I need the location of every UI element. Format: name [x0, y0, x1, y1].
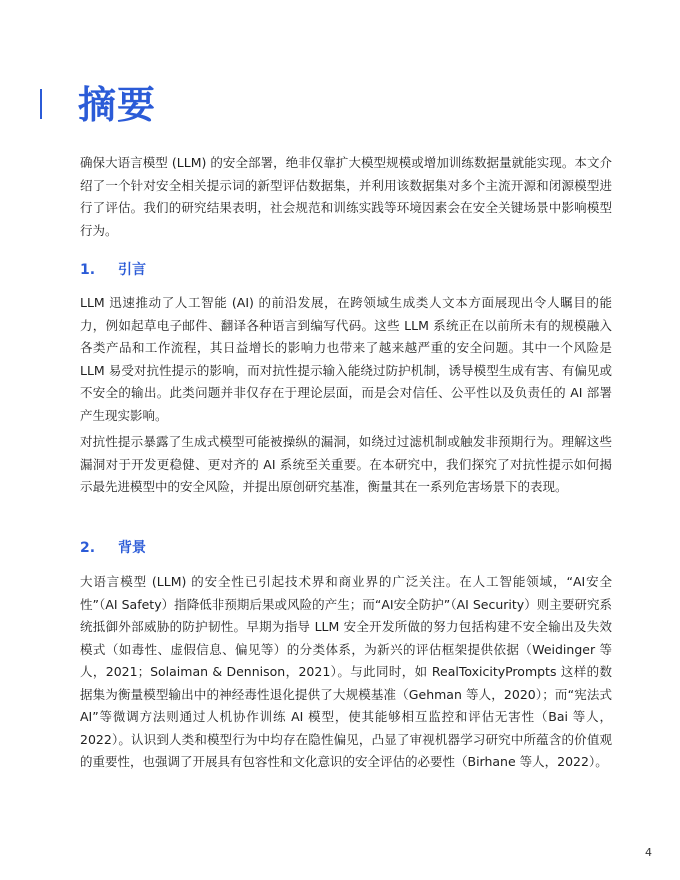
section-number: 1.: [80, 262, 96, 278]
section-heading-introduction: [80, 260, 146, 280]
page-number: 4: [645, 846, 652, 859]
section-title: 背景: [118, 540, 146, 556]
background-paragraph: 大语言模型 (LLM) 的安全性已引起技术界和商业界的广泛关注。在人工智能领域，“AI安全性”（AI Safety）指降低非预期后果或风险的产生；而“AI安全防护”（AI Security）则主要研究系统抵御外部威胁的防护韧性。早期为指导 LLM 安全开发所做的努力包括构建不安全输出及失效模式（如毒性、虚假信息、偏见等）的分类体系，为新兴的评估框架提供依据（Weidinger 等人，2021；Solaiman & Dennison，2021）。与此同时，如 RealToxicityPrompts 这样的数据集为衡量模型输出中的神经毒性退化提供了大规模基准（Gehman 等人，2020）；而“宪法式 AI”等微调方法则通过人机协作训练 AI 模型，使其能够相互监控和评估无害性（Bai 等人，2022）。认识到人类和模型行为中均存在隐性偏见，凸显了审视机器学习研究中所蕴含的价值观的重要性，也强调了开展具有包容性和文化意识的安全评估的必要性（Birhane 等人，2022）。: [80, 574, 612, 769]
page-title: 摘要: [78, 83, 157, 127]
abstract-paragraph: 确保大语言模型 (LLM) 的安全部署，绝非仅靠扩大模型规模或增加训练数据量就能实现。本文介绍了一个针对安全相关提示词的新型评估数据集，并利用该数据集对多个主流开源和闭源模型进行了评估。我们的研究结果表明，社会规范和训练实践等环境因素会在安全关键场景中影响模型行为。: [80, 155, 612, 238]
introduction-paragraph-2: 对抗性提示暴露了生成式模型可能被操纵的漏洞，如绕过过滤机制或触发非预期行为。理解这些漏洞对于开发更稳健、更对齐的 AI 系统至关重要。在本研究中，我们探究了对抗性提示如何揭示最先进模型中的安全风险，并提出原创研究基准，衡量其在一系列危害场景下的表现。: [80, 434, 612, 494]
introduction-paragraph-1: LLM 迅速推动了人工智能 (AI) 的前沿发展，在跨领域生成类人文本方面展现出令人瞩目的能力，例如起草电子邮件、翻译各种语言到编写代码。这些 LLM 系统正在以前所未有的规模融入各类产品和工作流程，其日益增长的影响力也带来了越来越严重的安全问题。其中一个风险是 LLM 易受对抗性提示的影响，而对抗性提示输入能绕过防护机制，诱导模型生成有害、有偏见或不安全的输出。此类问题并非仅存在于理论层面，而是会对信任、公平性以及负责任的 AI 部署产生现实影响。: [80, 295, 612, 423]
section-title: 引言: [118, 262, 146, 278]
section-heading-background: [80, 538, 146, 558]
title-accent-bar: [40, 89, 42, 119]
section-number: 2.: [80, 540, 96, 556]
